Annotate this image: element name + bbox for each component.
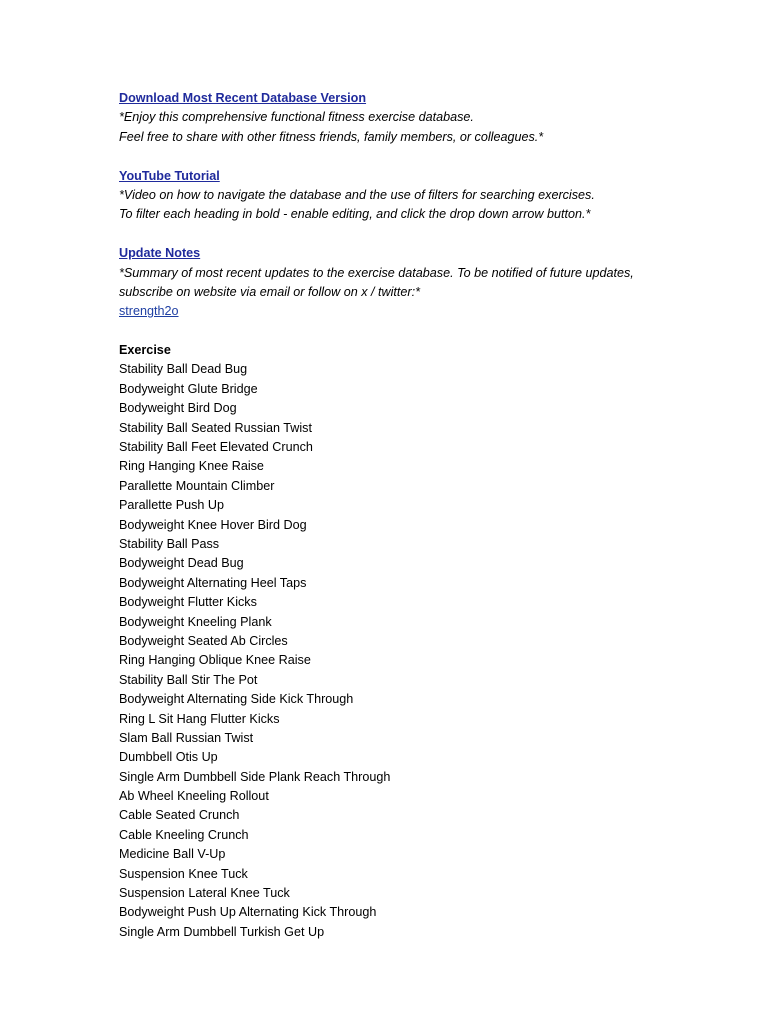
exercise-list-item: Bodyweight Alternating Heel Taps <box>119 575 307 590</box>
section-spacer <box>119 225 739 244</box>
update-description-line-2: subscribe on website via email or follow on x / twitter:* <box>119 284 420 299</box>
exercise-list-item: Stability Ball Stir The Pot <box>119 672 258 687</box>
exercise-list-item: Parallette Mountain Climber <box>119 478 275 493</box>
exercise-list-item: Ab Wheel Kneeling Rollout <box>119 789 269 804</box>
exercise-list-item: Slam Ball Russian Twist <box>119 730 254 745</box>
download-database-link[interactable]: Download Most Recent Database Version <box>119 91 367 105</box>
exercise-list-item: Bodyweight Glute Bridge <box>119 381 258 396</box>
twitter-handle-link[interactable]: strength2o <box>119 304 179 319</box>
youtube-description-line-1: *Video on how to navigate the database and the use of filters for searching exercises. <box>119 187 595 202</box>
exercise-list-item: Bodyweight Push Up Alternating Kick Through <box>119 905 377 920</box>
exercise-list-item: Parallette Push Up <box>119 498 225 513</box>
update-description-line-1: *Summary of most recent updates to the exercise database. To be notified of future updates, <box>119 265 634 280</box>
section-spacer <box>119 147 739 166</box>
exercise-list-item: Stability Ball Dead Bug <box>119 362 248 377</box>
update-notes-link[interactable]: Update Notes <box>119 246 201 261</box>
exercise-column-heading: Exercise <box>119 343 171 358</box>
section-spacer <box>119 322 739 341</box>
exercise-list-item: Stability Ball Pass <box>119 536 220 551</box>
exercise-list-item: Single Arm Dumbbell Side Plank Reach Through <box>119 769 391 784</box>
exercise-list-item: Suspension Lateral Knee Tuck <box>119 886 290 901</box>
download-description-line-1: *Enjoy this comprehensive functional fitness exercise database. <box>119 110 474 125</box>
exercise-list-item: Single Arm Dumbbell Turkish Get Up <box>119 924 325 939</box>
exercise-list-item: Dumbbell Otis Up <box>119 750 218 765</box>
exercise-list-item: Stability Ball Feet Elevated Crunch <box>119 440 313 455</box>
exercise-list-item: Bodyweight Knee Hover Bird Dog <box>119 517 307 532</box>
youtube-description-line-2: To filter each heading in bold - enable editing, and click the drop down arrow button.* <box>119 207 591 222</box>
exercise-list-item: Bodyweight Alternating Side Kick Through <box>119 692 354 707</box>
exercise-list-item: Bodyweight Flutter Kicks <box>119 595 257 610</box>
exercise-list-item: Suspension Knee Tuck <box>119 866 248 881</box>
exercise-list-item: Bodyweight Dead Bug <box>119 556 244 571</box>
youtube-tutorial-link[interactable]: YouTube Tutorial <box>119 168 220 183</box>
exercise-list-item: Medicine Ball V-Up <box>119 847 226 862</box>
exercise-list-item: Ring L Sit Hang Flutter Kicks <box>119 711 280 726</box>
exercise-list <box>119 360 739 942</box>
document-page <box>119 89 739 942</box>
exercise-list-item: Bodyweight Bird Dog <box>119 401 237 416</box>
exercise-list-item: Ring Hanging Oblique Knee Raise <box>119 653 311 668</box>
exercise-list-item: Bodyweight Seated Ab Circles <box>119 633 288 648</box>
exercise-list-item: Cable Seated Crunch <box>119 808 240 823</box>
exercise-list-item: Stability Ball Seated Russian Twist <box>119 420 312 435</box>
exercise-list-item: Bodyweight Kneeling Plank <box>119 614 272 629</box>
exercise-list-item: Ring Hanging Knee Raise <box>119 459 264 474</box>
download-description-line-2: Feel free to share with other fitness friends, family members, or colleagues.* <box>119 129 544 144</box>
exercise-list-item: Cable Kneeling Crunch <box>119 827 249 842</box>
